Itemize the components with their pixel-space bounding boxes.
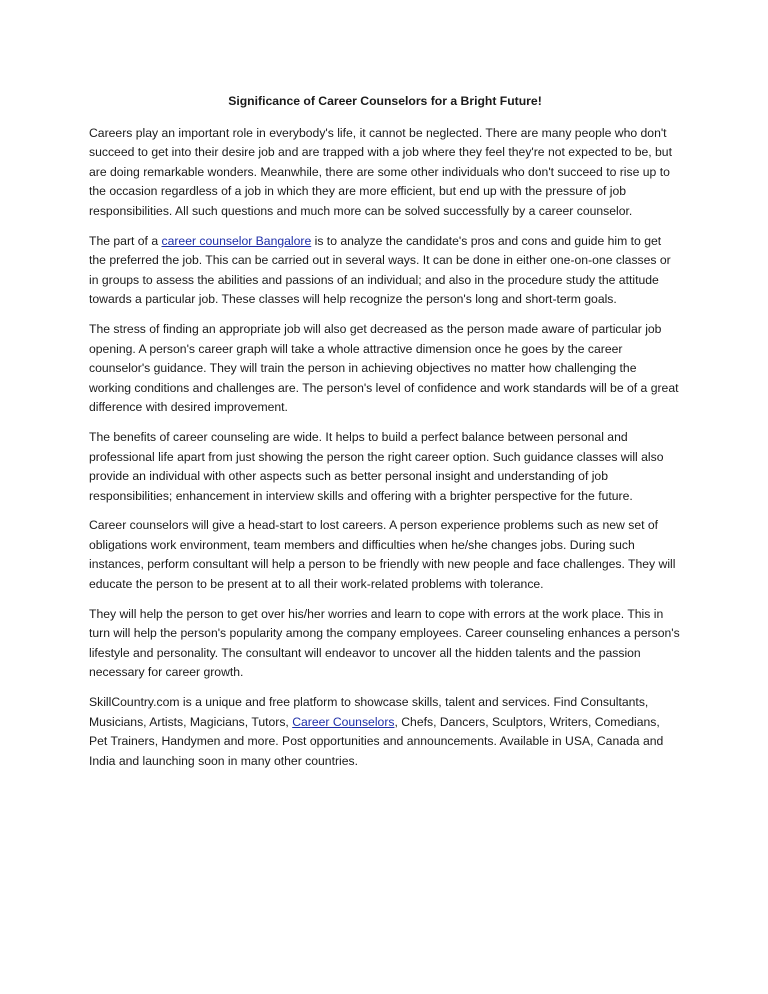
paragraph-3: The stress of finding an appropriate job will also get decreased as the person made aware of particular job opening. A person's career graph will take a whole attractive dimension once he goes by the career counselor's guidance. They will train the person in achieving objectives no matter how challenging the working conditions and challenges are. The person's level of confidence and work standards will be of a great difference with desired improvement.: [89, 321, 679, 415]
paragraph-7-before: SkillCountry.com is a unique and free platform to showcase skills, talent and services. Find Consultants, Musicians, Artists, Magicians, Tutors,: [89, 695, 649, 729]
career-counselor-bangalore-link[interactable]: career counselor Bangalore: [161, 233, 312, 248]
paragraph-2-before: The part of a: [89, 233, 162, 248]
paragraph-5: Career counselors will give a head-start to lost careers. A person experience problems such as new set of obligations work environment, team members and difficulties when he/she changes jobs. During such instances, perform consultant will help a person to be friendly with new people and face challenges. They will educate the person to be present at to all their work-related problems with tolerance.: [89, 518, 676, 592]
document-page: [89, 92, 681, 781]
paragraph-6: They will help the person to get over his/her worries and learn to cope with errors at the work place. This in turn will help the person's popularity among the company employees. Career counseling enhances a person's lifestyle and personality. The consultant will endeavor to uncover all the hidden talents and the passion necessary for career growth.: [89, 606, 680, 680]
paragraph-2-after: is to analyze the candidate's pros and cons and guide him to get the preferred the job. This can be carried out in several ways. It can be done in either one-on-one classes or in groups to assess the abilities and passions of an individual; and also in the procedure study the attitude towards a particular job. These classes will help recognize the person's long and short-term goals.: [89, 233, 671, 307]
document-title: Significance of Career Counselors for a Bright Future!: [228, 94, 542, 108]
paragraph-4: The benefits of career counseling are wide. It helps to build a perfect balance between personal and professional life apart from just showing the person the right career option. Such guidance classes will also provide an individual with other aspects such as better personal insight and understanding of job responsibilities; enhancement in interview skills and offering with a brighter perspective for the future.: [89, 429, 664, 503]
career-counselors-link[interactable]: Career Counselors: [292, 714, 395, 729]
paragraph-7: [89, 693, 681, 771]
paragraph-1: Careers play an important role in everybody's life, it cannot be neglected. There are many people who don't succeed to get into their desire job and are trapped with a job where they feel they're not expected to be, but are doing remarkable wonders. Meanwhile, there are some other individuals who don't succeed to rise up to the occasion regardless of a job in which they are more efficient, but end up with the pressure of job responsibilities. All such questions and much more can be solved successfully by a career counselor.: [89, 125, 672, 218]
paragraph-7-after: , Chefs, Dancers, Sculptors, Writers, Comedians, Pet Trainers, Handymen and more. Post opportunities and announcements. Available in USA, Canada and India and launching soon in many other countries.: [89, 714, 664, 768]
paragraph-2: [89, 232, 681, 310]
